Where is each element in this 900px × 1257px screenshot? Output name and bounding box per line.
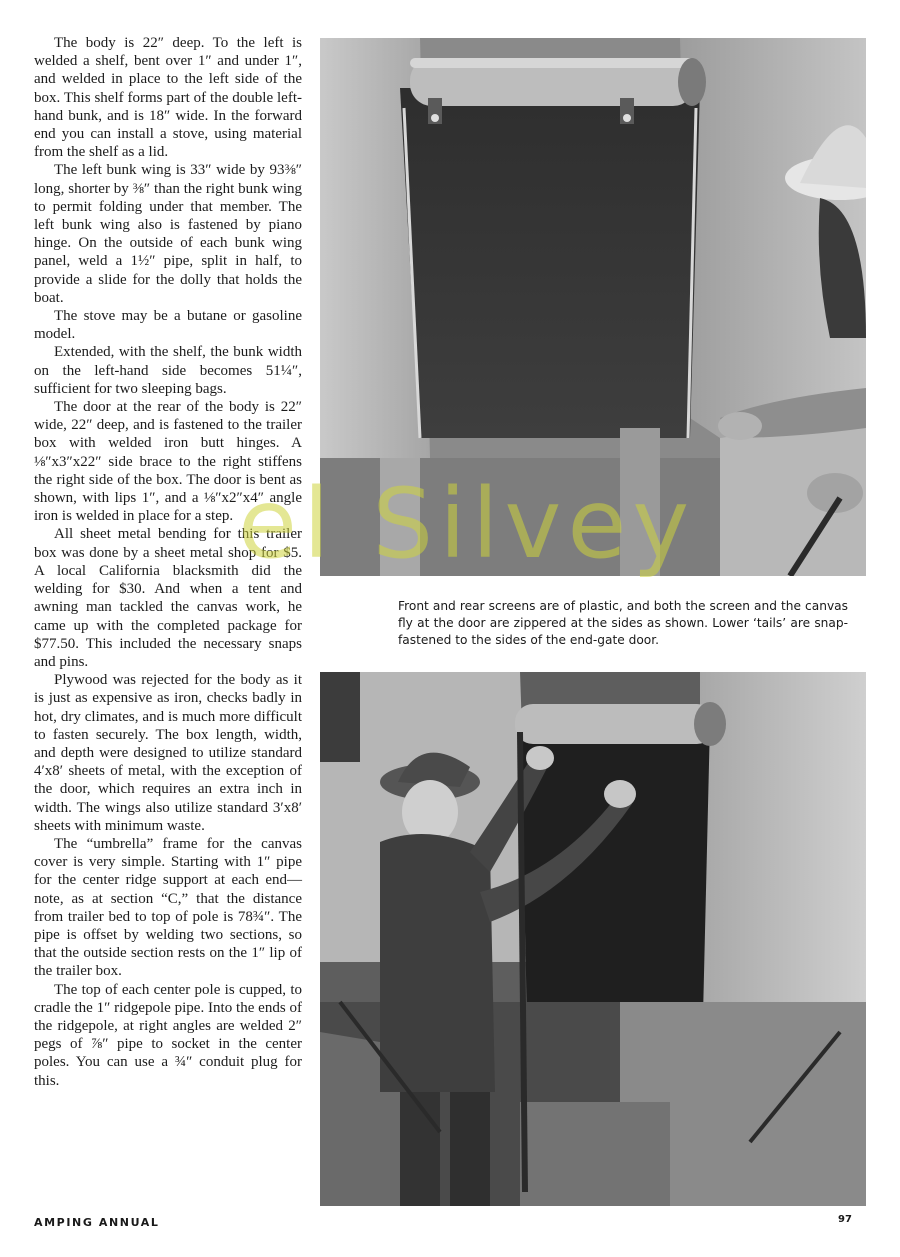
page-number: 97: [838, 1214, 852, 1225]
man-rolling-screen-illustration: [320, 672, 866, 1206]
publication-name: AMPING ANNUAL: [34, 1216, 160, 1229]
tent-door-photo: [320, 38, 866, 576]
article-body: [34, 34, 302, 1090]
article-paragraph: Extended, with the shelf, the bunk width on the left-hand side becomes 51¼″, sufficient for two sleeping bags.: [34, 344, 302, 397]
photo-caption: [398, 598, 848, 649]
caption-text: Front and rear screens are of plastic, and both the screen and the canvas fly at the door are zippered at the sides as shown. Lower ‘tails’ are snap-fastened to the sides of the end-gate door.: [398, 599, 848, 647]
article-paragraph: The left bunk wing is 33″ wide by 93⅜″ long, shorter by ⅜″ than the right bunk wing to permit folding under that member. The left bunk wing also is fastened by piano hinge. On the outside of each bunk wing panel, weld a 1½″ pipe, split in half, to provide a slide for the dolly that holds the boat.: [34, 162, 302, 306]
article-paragraph: The top of each center pole is cupped, to cradle the 1″ ridgepole pipe. Into the ends of the ridgepole, at right angles are welded 2″ pegs of ⅞″ pipe to socket in the center poles. You can use a ¾″ conduit plug for this.: [34, 981, 302, 1089]
article-paragraph: All sheet metal bending for this trailer box was done by a sheet metal shop for $5. A local California blacksmith did the welding for $30. And when a tent and awning man tackled the canvas work, he came up with the completed package for $77.50. This included the necessary snaps and pins.: [34, 526, 302, 670]
article-paragraph: Plywood was rejected for the body as it is just as expensive as iron, checks badly in hot, dry climates, and is much more difficult to fasten securely. The box length, width, and depth were designed to utilize standard 4′x8′ sheets of metal, with the exception of the door, which requires an extra inch in width. The wings also utilize standard 3′x8′ sheets with minimum waste.: [34, 672, 302, 834]
article-paragraph: The door at the rear of the body is 22″ wide, 22″ deep, and is fastened to the trailer box with welded iron butt hinges. A ⅛″x3″x22″ side brace to the right stiffens the right side of the box. The door is bent as shown, with lips 1″, and a ⅛″x2″x4″ angle iron is welded in place for a step.: [34, 399, 302, 525]
watermark-text: el Silvey: [238, 468, 696, 580]
article-paragraph: The body is 22″ deep. To the left is welded a shelf, bent over 1″ and under 1″, and welded in place to the left side of the box. This shelf forms part of the double left-hand bunk, and is 18″ wide. In the forward end you can install a stove, using material from the shelf as a lid.: [34, 35, 302, 161]
man-rolling-screen-photo: [320, 672, 866, 1206]
tent-door-illustration: [320, 38, 866, 576]
article-paragraph: The stove may be a butane or gasoline model.: [34, 308, 302, 343]
article-paragraph: The “umbrella” frame for the canvas cover is very simple. Starting with 1″ pipe for the center ridge support at each end—note, as at section “C,” that the distance from trailer bed to top of pole is 78¾″. The pipe is offset by welding two sections, so that the outside section rests on the 1″ lip of the trailer box.: [34, 835, 302, 980]
